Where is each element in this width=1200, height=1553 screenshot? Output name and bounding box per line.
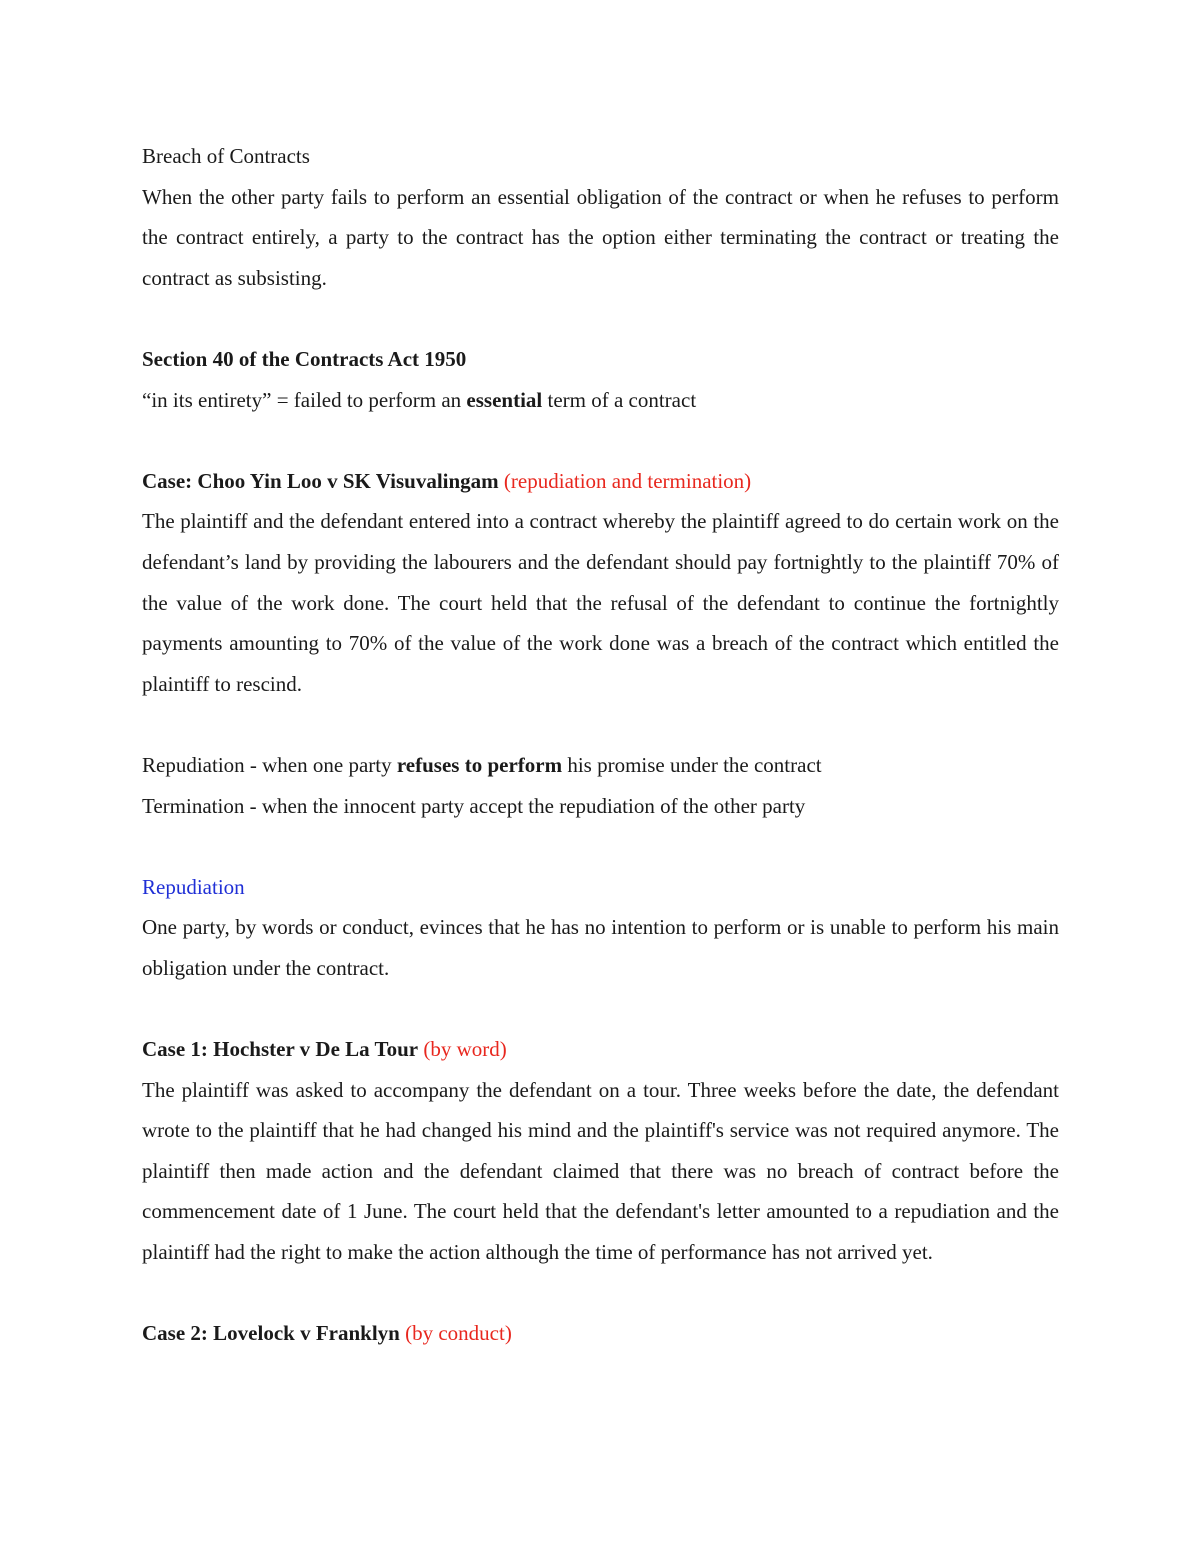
repudiation-text: One party, by words or conduct, evinces that he has no intention to perform or is unable to perform his main obligation under the contract. <box>142 915 1059 980</box>
section-line-post: term of a contract <box>542 387 697 412</box>
spacer <box>142 1273 1059 1314</box>
repudiation-definition <box>142 745 1059 786</box>
case-1-heading-line <box>142 1029 1059 1070</box>
case-1-tag: (by word) <box>423 1037 507 1062</box>
section-heading: Section 40 of the Contracts Act 1950 <box>142 346 467 371</box>
case-2-heading-line <box>142 1313 1059 1354</box>
spacer <box>142 704 1059 745</box>
spacer <box>142 298 1059 339</box>
case-choo-heading: Case: Choo Yin Loo v SK Visuvalingam <box>142 468 499 493</box>
intro-paragraph: When the other party fails to perform an essential obligation of the contract or when he refuses to perform the contract entirely, a party to the contract has the option either terminating the contract or treating the contract as subsisting. <box>142 184 1059 290</box>
case-1-text: The plaintiff was asked to accompany the defendant on a tour. Three weeks before the date, the defendant wrote to the plaintiff that he had changed his mind and the plaintiff's service was not required anymore. The plaintiff then made action and the defendant claimed that there was no breach of contract before the commencement date of 1 June. The court held that the defendant's letter amounted to a repudiation and the plaintiff had the right to make the action although the time of performance has not arrived yet. <box>142 1077 1059 1265</box>
document-content <box>142 136 1059 1354</box>
spacer <box>142 826 1059 867</box>
termination-definition: Termination - when the innocent party accept the repudiation of the other party <box>142 793 806 818</box>
spacer <box>142 988 1059 1029</box>
case-choo-text: The plaintiff and the defendant entered into a contract whereby the plaintiff agreed to do certain work on the defendant’s land by providing the labourers and the defendant should pay fortnightly to the plaintiff 70% of the value of the work done. The court held that the refusal of the defendant to continue the fortnightly payments amounting to 70% of the value of the work done was a breach of the contract which entitled the plaintiff to rescind. <box>142 509 1059 696</box>
section-line-bold: essential <box>466 387 543 412</box>
spacer <box>142 420 1059 461</box>
case-choo-heading-line <box>142 461 1059 502</box>
document-title: Breach of Contracts <box>142 144 310 168</box>
repudiation-definition-pre: Repudiation - when one party <box>142 752 397 777</box>
repudiation-definition-bold: refuses to perform <box>396 752 563 777</box>
case-choo-tag: (repudiation and termination) <box>503 468 752 493</box>
case-2-heading: Case 2: Lovelock v Franklyn <box>142 1321 400 1346</box>
section-line-pre: “in its entirety” = failed to perform an <box>142 387 467 412</box>
section-line <box>142 380 1059 421</box>
case-2-tag: (by conduct) <box>405 1321 512 1346</box>
repudiation-heading: Repudiation <box>142 874 245 899</box>
case-1-heading: Case 1: Hochster v De La Tour <box>142 1037 419 1062</box>
repudiation-definition-post: his promise under the contract <box>562 752 822 777</box>
